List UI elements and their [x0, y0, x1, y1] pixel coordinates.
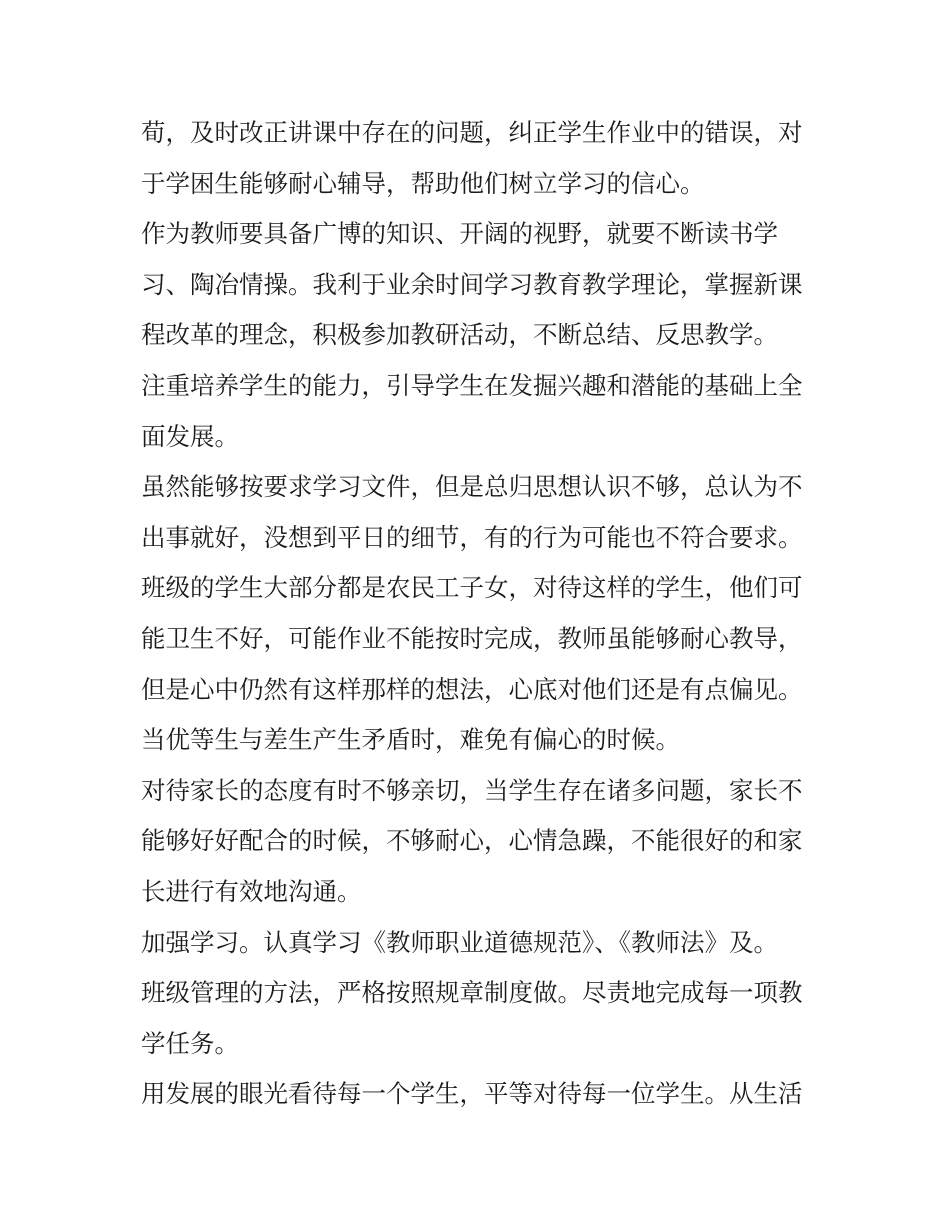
text-line: 出事就好，没想到平日的细节，有的行为可能也不符合要求。 — [141, 522, 803, 552]
text-line: 作为教师要具备广博的知识、开阔的视野，就要不断读书学 — [141, 219, 778, 249]
text-line: 于学困生能够耐心辅导，帮助他们树立学习的信心。 — [141, 168, 705, 198]
text-line: 能卫生不好，可能作业不能按时完成，教师虽能够耐心教导， — [141, 623, 803, 653]
text-line: 用发展的眼光看待每一个学生，平等对待每一位学生。从生活 — [141, 1079, 803, 1109]
text-line: 习、陶冶情操。我利于业余时间学习教育教学理论，掌握新课 — [141, 269, 803, 299]
text-line: 长进行有效地沟通。 — [141, 876, 362, 906]
text-line: 当优等生与差生产生矛盾时，难免有偏心的时候。 — [141, 725, 680, 755]
text-line: 能够好好配合的时候，不够耐心，心情急躁，不能很好的和家 — [141, 826, 803, 856]
text-line: 加强学习。认真学习《教师职业道德规范》、《教师法》及。 — [141, 927, 778, 957]
text-line: 班级管理的方法，严格按照规章制度做。尽责地完成每一项教 — [141, 978, 803, 1008]
document-body — [141, 108, 821, 1120]
text-line: 对待家长的态度有时不够亲切，当学生存在诸多问题，家长不 — [141, 775, 803, 805]
text-line: 荀，及时改正讲课中存在的问题，纠正学生作业中的错误，对 — [141, 118, 803, 147]
text-line: 班级的学生大部分都是农民工子女，对待这样的学生，他们可 — [141, 573, 803, 603]
text-line: 面发展。 — [141, 421, 239, 451]
text-line: 学任务。 — [141, 1028, 239, 1058]
text-line: 程改革的理念，积极参加教研活动，不断总结、反思教学。 — [141, 320, 778, 350]
text-line: 注重培养学生的能力，引导学生在发掘兴趣和潜能的基础上全 — [141, 370, 803, 400]
text-line: 但是心中仍然有这样那样的想法，心底对他们还是有点偏见。 — [141, 674, 803, 704]
text-line: 虽然能够按要求学习文件，但是总归思想认识不够，总认为不 — [141, 472, 803, 502]
